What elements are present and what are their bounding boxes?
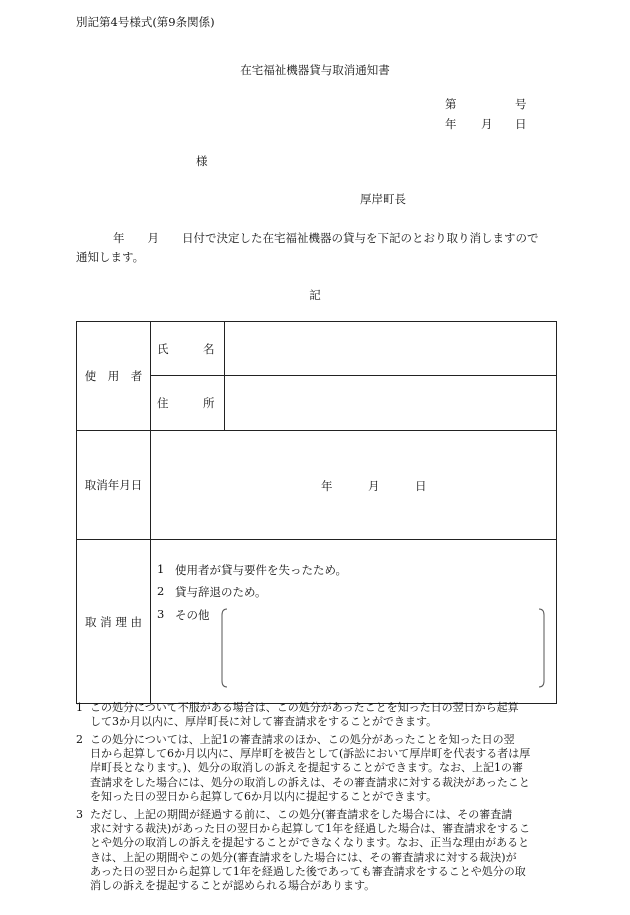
address-label-cell [151, 376, 225, 431]
note-2-line-1: この処分については、上記1の審査請求のほか、この処分があったことを知った日の翌 [90, 733, 515, 746]
cancel-date-label-cell [77, 431, 151, 540]
note-3-num: 3 [76, 808, 83, 821]
note-3-line-1: ただし、上記の期間が経過する前に、この処分(審査請求をした場合には、その審査請 [90, 808, 513, 821]
reason-3-text[interactable]: その他 [175, 608, 210, 622]
note-2-line-3: 岸町長となります。)、処分の取消しの訴えを提起することができます。なお、上記1の審 [90, 761, 524, 775]
issuer-name: 厚岸町長 [360, 192, 406, 206]
body-line-2: 通知します。 [76, 250, 145, 264]
address-field[interactable] [225, 376, 557, 431]
note-1-num: 1 [76, 701, 83, 714]
detail-table [76, 321, 557, 704]
form-reference: 別記第4号様式(第9条関係) [76, 15, 215, 29]
note-2-line-5: を知った日の翌日から起算して6か月以内に提起することができます。 [90, 789, 438, 803]
page-title: 在宅福祉機器貸与取消通知書 [240, 63, 390, 77]
note-1-line-2: して3か月以内に、厚岸町長に対して審査請求をすることができます。 [90, 715, 438, 729]
note-2-num: 2 [76, 733, 83, 746]
address-label: 住 所 [157, 396, 215, 410]
name-field[interactable] [225, 322, 557, 376]
note-2 [76, 733, 560, 804]
note-3-line-6: 消しの訴えを提起することが認められる場合があります。 [90, 879, 376, 893]
date-day: 日 [515, 117, 527, 131]
note-3 [76, 808, 560, 893]
cancel-date-day: 日 [415, 479, 427, 493]
name-label-cell [151, 322, 225, 376]
note-3-line-4: きは、上記の期間やこの処分(審査請求をした場合には、その審査請求に対する裁決)が [90, 850, 517, 864]
note-1 [76, 701, 560, 729]
reason-2-text[interactable]: 貸与辞退のため。 [175, 585, 267, 599]
note-1-line-1: この処分について不服がある場合は、この処分があったことを知った日の翌日から起算 [90, 701, 519, 714]
date-month: 月 [481, 117, 493, 131]
reason-1-text[interactable]: 使用者が貸与要件を失ったため。 [175, 563, 348, 577]
date-year: 年 [445, 117, 457, 131]
note-3-line-2: 求に対する裁決)があった日の翌日から起算して1年を経過した場合は、審査請求をするこ [90, 822, 531, 836]
reason-2-num: 2 [157, 584, 165, 598]
reason-label-cell [77, 540, 151, 704]
user-label-cell [77, 322, 151, 431]
addressee-suffix: 様 [196, 154, 208, 168]
name-label: 氏 名 [157, 341, 215, 356]
cancel-date-field[interactable] [151, 431, 557, 540]
note-2-line-2: 日から起算して6か月以内に、厚岸町を被告として(訴訟において厚岸町を代表する者は厚 [90, 747, 531, 761]
reason-label: 取 消 理 由 [85, 614, 142, 629]
cancel-date-label: 取消年月日 [84, 478, 143, 492]
user-label: 使 用 者 [84, 369, 143, 383]
other-reason-brackets[interactable] [221, 607, 551, 689]
note-2-line-4: 査請求をした場合には、処分の取消しの訴えは、その審査請求に対する裁決があったこと [90, 775, 530, 789]
cancel-date-year: 年 [321, 479, 333, 493]
body-line-1: 年 月 日付で決定した在宅福祉機器の貸与を下記のとおり取り消しますので [113, 231, 539, 245]
reason-field [151, 540, 557, 704]
doc-number-suffix: 号 [515, 97, 527, 111]
reason-3-num: 3 [157, 607, 165, 621]
cancel-date-month: 月 [368, 479, 380, 493]
note-3-line-3: とや処分の取消しの訴えを提起することができなくなります。なお、正当な理由があると [90, 836, 530, 850]
doc-number-prefix: 第 [445, 97, 457, 111]
reason-1-num: 1 [157, 562, 165, 576]
note-3-line-5: あった日の翌日から起算して1年を経過した後であっても審査請求をすることや処分の取 [90, 864, 526, 878]
ki-label: 記 [309, 288, 321, 302]
